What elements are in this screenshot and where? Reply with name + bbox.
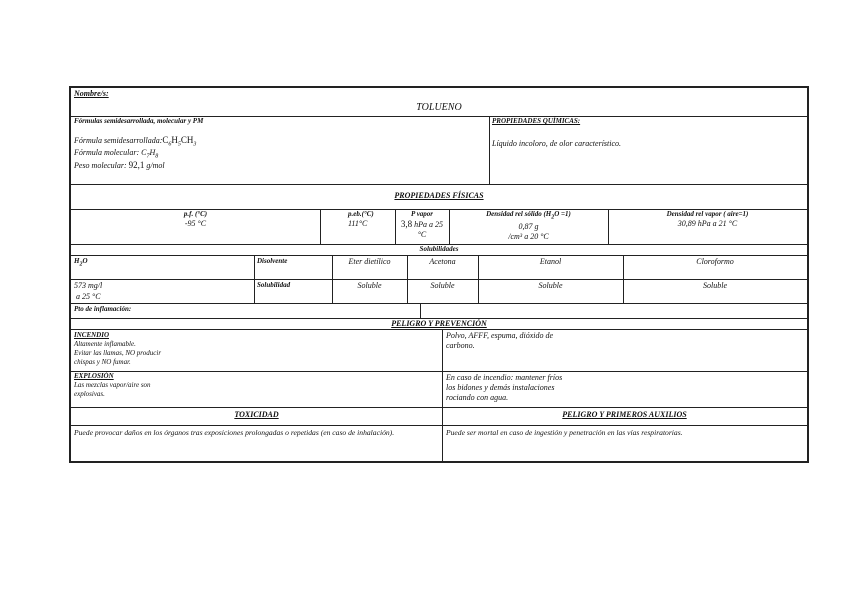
molecular-weight: Peso molecular: 92,1 g/mol: [74, 160, 165, 170]
divider: [71, 303, 807, 304]
chem-props-label: PROPIEDADES QUÍMICAS:: [492, 117, 581, 125]
divider: [71, 255, 807, 256]
fire-text-2: Evitar las llamas, NO producir: [74, 349, 162, 357]
phys-props-title: PROPIEDADES FÍSICAS: [394, 191, 484, 200]
name-label: Nombre/s:: [74, 89, 109, 98]
solvent-label: Disolvente: [257, 257, 288, 265]
solubility-3: Soluble: [538, 281, 563, 290]
safety-data-sheet: [69, 86, 809, 463]
divider: [420, 303, 421, 318]
toxicity-text: Puede provocar daños en los órganos tras exposiciones prolongadas o repetidas (en caso de inhalación).: [74, 428, 395, 437]
boiling-point-label: p.eb.(°C): [348, 210, 374, 218]
solvent-4: Cloroformo: [696, 257, 734, 266]
compound-name: TOLUENO: [416, 102, 462, 113]
divider: [489, 116, 490, 184]
divider: [442, 329, 443, 463]
fire-block: [74, 331, 434, 367]
fire-label: INCENDIO: [74, 331, 110, 339]
solubility-2: Soluble: [430, 281, 455, 290]
h2o-label: $H_2O$: [74, 257, 88, 268]
fire-extinguish-2: carbono.: [446, 341, 475, 350]
boiling-point-cell: [348, 210, 395, 229]
melting-point-cell: [71, 210, 320, 229]
explosion-action-3: rociando con agua.: [446, 393, 509, 402]
formula-semi: Fórmula $semidesarrollada:C_6H_5CH_3$: [74, 135, 197, 148]
vapor-density-value: 30,89 hPa a 21 °C: [677, 219, 738, 228]
divider: [71, 407, 807, 408]
divider: [254, 255, 255, 303]
vapor-pressure-label: P vapor: [410, 210, 434, 218]
explosion-text-1: Las mezclas vapor/aire son: [74, 381, 151, 389]
h2o-solubility-2: a 25 °C: [76, 292, 101, 301]
vapor-density-label: Densidad rel vapor ( aire=1): [666, 210, 749, 218]
explosion-text-2: explosivas.: [74, 390, 105, 398]
vapor-pressure-value: 3,8 hPa a 25: [400, 219, 444, 229]
solubilities-title: Solubilidades: [419, 245, 459, 253]
density-value-2: /cm³ a 20 °C: [508, 232, 549, 242]
density-label: Densidad rel sólido $(H_2O =1)$: [486, 210, 571, 221]
solubility-1: Soluble: [357, 281, 382, 290]
divider: [71, 425, 807, 426]
h2o-solubility-1: 573 mg/l: [74, 281, 103, 290]
explosion-label: EXPLOSIÓN: [74, 372, 114, 380]
divider: [320, 209, 321, 244]
divider: [71, 329, 807, 330]
melting-point-value: -95 °C: [184, 219, 207, 228]
divider: [71, 279, 807, 280]
flash-point-label: Pto de inflamación:: [74, 305, 132, 313]
explosion-block: [74, 372, 434, 399]
fire-extinguish-block: [446, 331, 796, 351]
density-value-1: 0,87 g: [518, 222, 539, 232]
vapor-density-cell: [608, 210, 807, 229]
density-cell: [449, 210, 608, 242]
solvent-1: Eter dietílico: [348, 257, 391, 266]
solvent-3: Etanol: [539, 257, 562, 266]
vapor-pressure-cell: [395, 210, 449, 240]
formulas-label: Fórmulas semidesarrollada, molecular y PM: [74, 117, 204, 125]
boiling-point-value: 111°C: [348, 219, 368, 228]
explosion-action-block: [446, 373, 796, 403]
chem-props-value: Líquido incoloro, de olor característico.: [492, 139, 622, 148]
explosion-action-1: En caso de incendio: mantener fríos: [446, 373, 563, 382]
melting-point-label: p.f. (°C): [183, 210, 208, 218]
solubility-4: Soluble: [703, 281, 727, 290]
hazard-title: PELIGRO Y PREVENCIÓN: [391, 319, 487, 328]
fire-text-1: Altamente inflamable.: [74, 340, 136, 348]
fire-text-3: chispas y NO fumar.: [74, 358, 131, 366]
toxicity-title: TOXICIDAD: [234, 410, 279, 419]
first-aid-title: PELIGRO Y PRIMEROS AUXILIOS: [562, 410, 687, 419]
first-aid-text: Puede ser mortal en caso de ingestión y penetración en las vías respiratorias.: [446, 428, 683, 437]
divider: [71, 184, 807, 185]
solvent-2: Acetona: [429, 257, 456, 266]
explosion-action-2: los bidones y demás instalaciones: [446, 383, 555, 392]
fire-extinguish-1: Polvo, AFFF, espuma, dióxido de: [446, 331, 554, 340]
formula-molecular: Fórmula molecular: $C_7H_8$: [74, 148, 159, 160]
vapor-pressure-unit: °C: [417, 230, 427, 239]
solubility-label: Solubilidad: [257, 281, 291, 289]
